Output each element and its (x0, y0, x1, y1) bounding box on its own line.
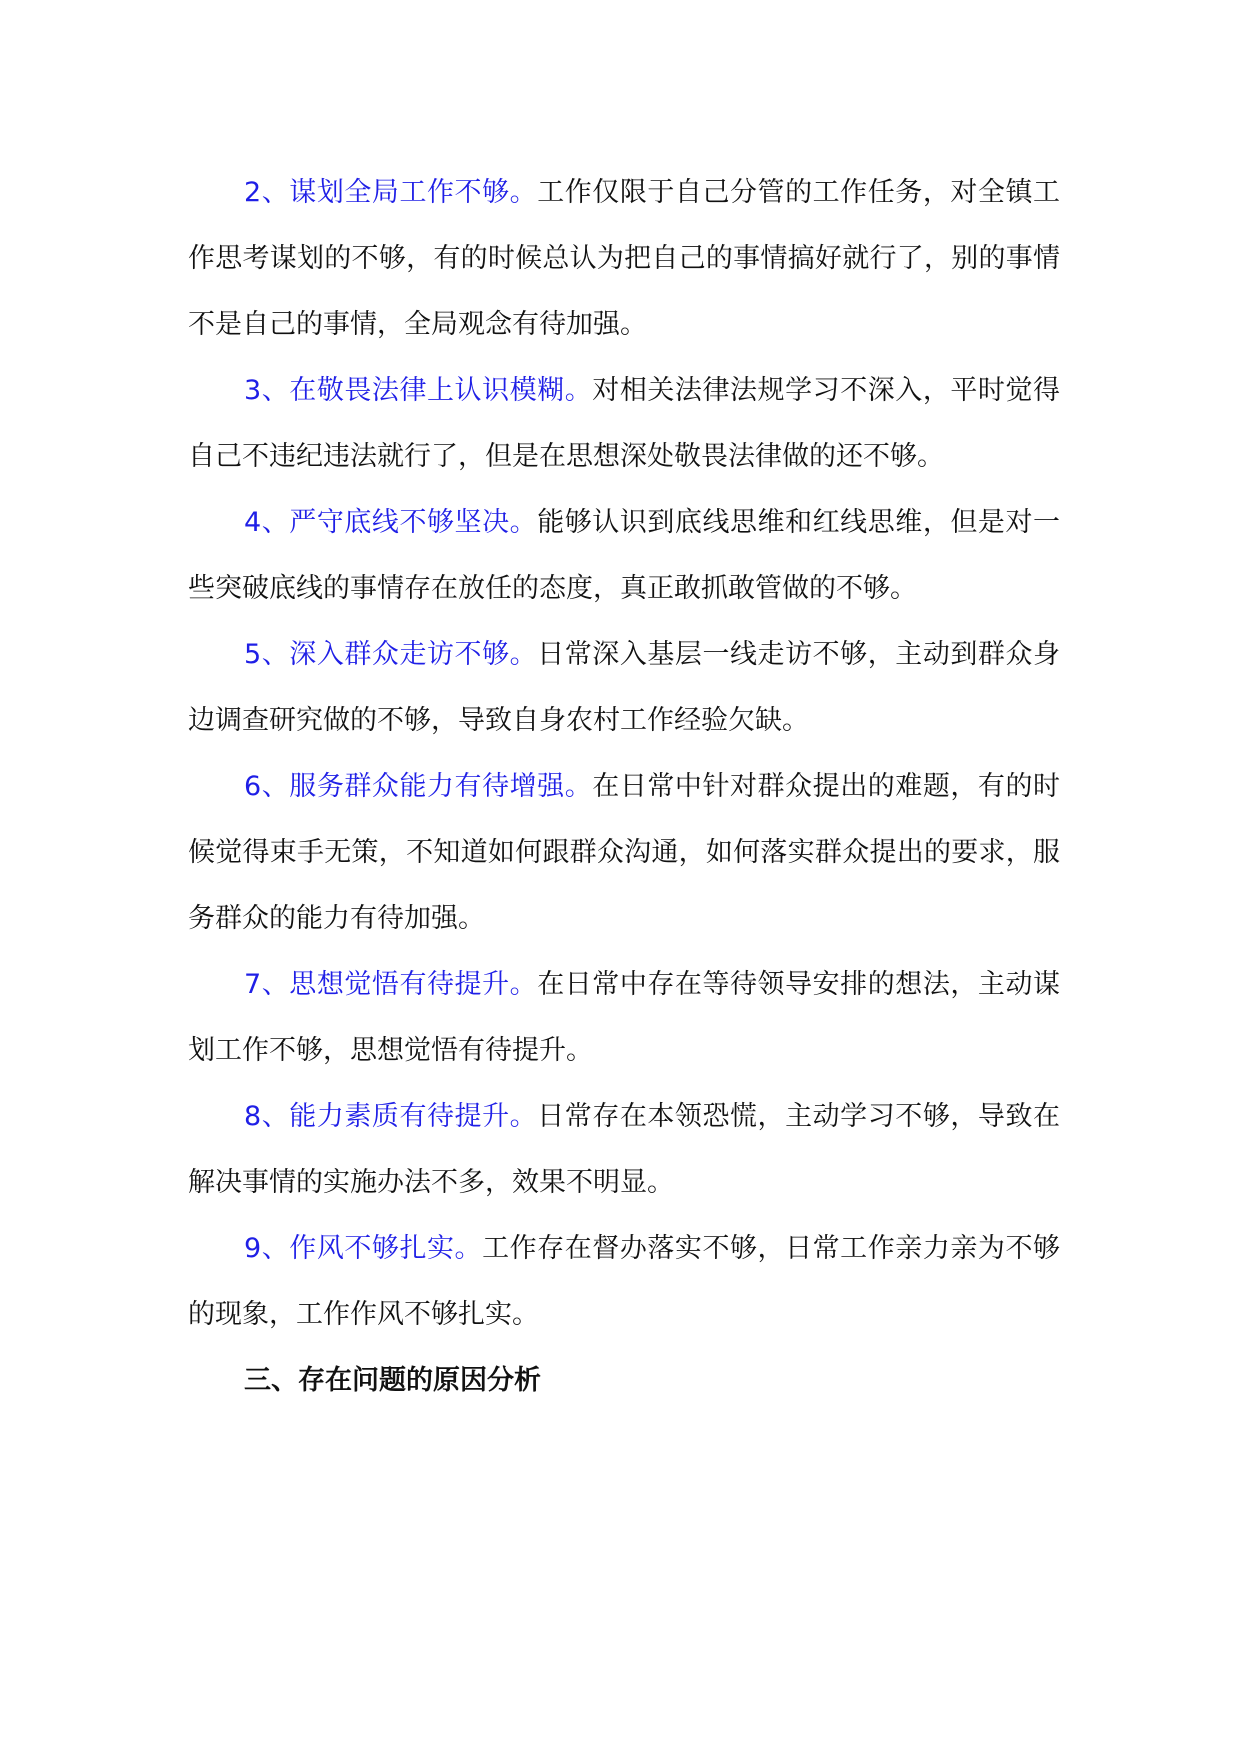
problem-item-4 (188, 490, 1060, 622)
problem-item-text: 在日常中存在等待领导安排的想法，主动谋划工作不够，思想觉悟有待提升。 (188, 969, 1061, 1066)
problem-item-title: 2、谋划全局工作不够。 (244, 177, 538, 208)
problem-item-3 (188, 358, 1060, 490)
problem-item-5 (188, 622, 1060, 754)
problem-item-text: 能够认识到底线思维和红线思维，但是对一些突破底线的事情存在放任的态度，真正敢抓敢管做的不够。 (188, 507, 1061, 604)
problem-item-title: 6、服务群众能力有待增强。 (244, 771, 593, 802)
problem-item-9 (188, 1216, 1060, 1348)
problem-item-7 (188, 952, 1060, 1084)
problem-item-title: 4、严守底线不够坚决。 (244, 507, 538, 538)
problem-item-text: 在日常中针对群众提出的难题，有的时候觉得束手无策，不知道如何跟群众沟通，如何落实群众提出的要求，服务群众的能力有待加强。 (188, 771, 1061, 934)
problem-item-text: 对相关法律法规学习不深入，平时觉得自己不违纪违法就行了，但是在思想深处敬畏法律做的还不够。 (188, 375, 1061, 472)
problem-item-text: 日常存在本领恐慌，主动学习不够，导致在解决事情的实施办法不多，效果不明显。 (188, 1101, 1061, 1198)
document-page (188, 160, 1060, 1414)
problem-item-2 (188, 160, 1060, 358)
problem-item-title: 8、能力素质有待提升。 (244, 1101, 538, 1132)
problem-item-title: 7、思想觉悟有待提升。 (244, 969, 538, 1000)
section-heading: 三、存在问题的原因分析 (244, 1365, 541, 1396)
problem-item-title: 9、作风不够扎实。 (244, 1233, 483, 1264)
problem-item-title: 3、在敬畏法律上认识模糊。 (244, 375, 593, 406)
problem-item-8 (188, 1084, 1060, 1216)
problem-item-6 (188, 754, 1060, 952)
problem-item-text: 工作仅限于自己分管的工作任务，对全镇工作思考谋划的不够，有的时候总认为把自己的事情搞好就行了，别的事情不是自己的事情，全局观念有待加强。 (188, 177, 1061, 340)
problem-item-title: 5、深入群众走访不够。 (244, 639, 538, 670)
problem-item-text: 工作存在督办落实不够，日常工作亲力亲为不够的现象，工作作风不够扎实。 (188, 1233, 1060, 1330)
problem-item-text: 日常深入基层一线走访不够，主动到群众身边调查研究做的不够，导致自身农村工作经验欠缺。 (188, 639, 1061, 736)
